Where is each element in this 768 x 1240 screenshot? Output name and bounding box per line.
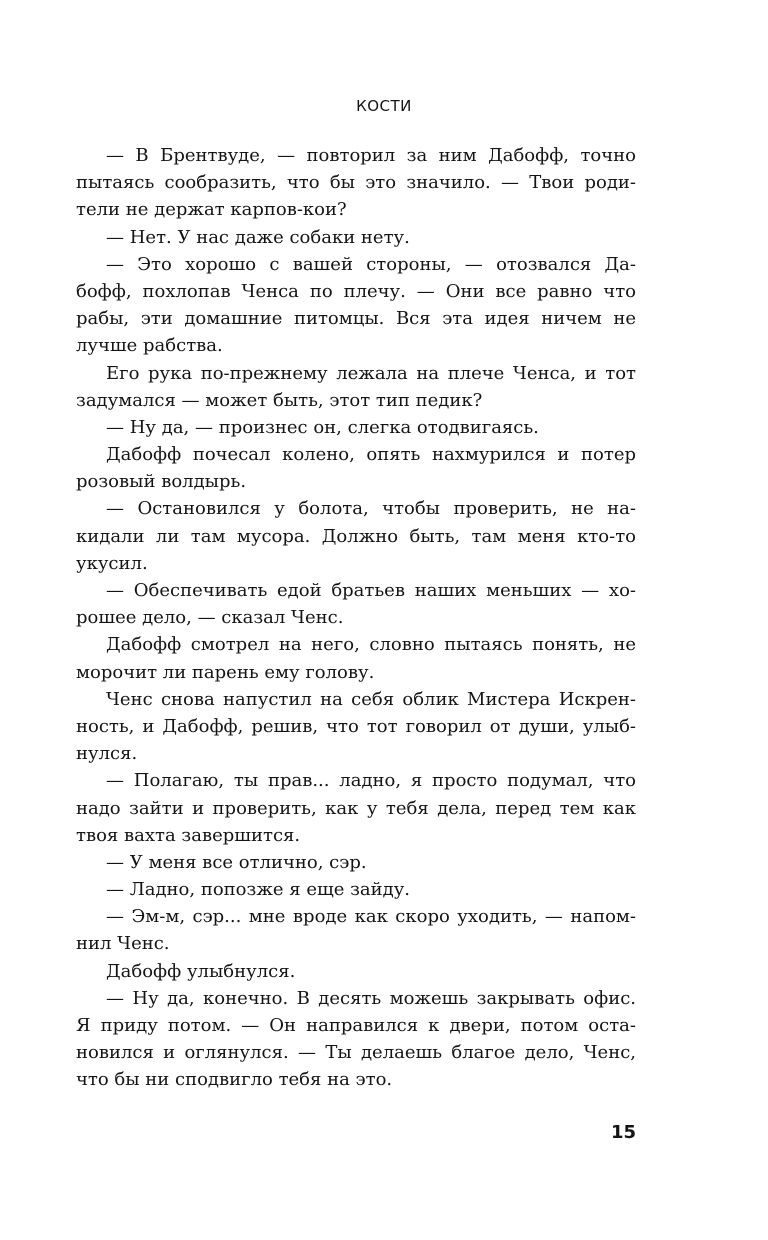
text-line: Его рука по-прежнему лежала на плече Ченса, и тот — [106, 362, 636, 384]
text-line: — Эм-м, сэр... мне вроде как скоро уходить, — напом- — [106, 906, 636, 928]
body-text — [76, 142, 636, 1094]
text-line: рабы, эти домашние питомцы. Вся эта идея ничем не — [76, 308, 636, 330]
text-line: Дабофф смотрел на него, словно пытаясь понять, не — [106, 634, 636, 656]
text-line: — Ладно, попозже я еще зайду. — [106, 879, 411, 901]
text-line: — Остановился у болота, чтобы проверить, не на- — [106, 498, 636, 520]
text-line: Я приду потом. — Он направился к двери, потом оста- — [76, 1015, 636, 1036]
text-line: ность, и Дабофф, решив, что тот говорил от души, улыб- — [76, 715, 636, 737]
text-line: Дабофф улыбнулся. — [106, 960, 296, 982]
text-line: твоя вахта завершится. — [76, 824, 301, 846]
text-line: — В Брентвуде, — повторил за ним Дабофф, точно — [106, 145, 636, 166]
text-line: рошее дело, — сказал Ченс. — [76, 607, 344, 629]
text-line: — Это хорошо с вашей стороны, — отозвался Да- — [106, 253, 636, 275]
text-line: — У меня все отлично, сэр. — [106, 851, 367, 873]
running-head: КОСТИ — [356, 97, 412, 115]
text-line: бофф, похлопав Ченса по плечу. — Они все равно что — [76, 280, 636, 302]
text-line: лучше рабства. — [76, 335, 223, 357]
text-line: укусил. — [76, 552, 148, 574]
text-line: — Ну да, конечно. В десять можешь закрывать офис. — [106, 987, 636, 1009]
text-line: кидали ли там мусора. Должно быть, там меня кто-то — [76, 525, 636, 547]
text-line: нулся. — [76, 743, 138, 765]
text-line: морочит ли парень ему голову. — [76, 661, 375, 683]
text-line: что бы ни сподвигло тебя на это. — [76, 1069, 393, 1091]
page-number: 15 — [610, 1122, 636, 1143]
text-line: Ченс снова напустил на себя облик Мистера Искрен- — [106, 688, 636, 710]
text-line: — Обеспечивать едой братьев наших меньших — хо- — [106, 580, 636, 601]
text-line: задумался — может быть, этот тип педик? — [76, 389, 483, 411]
text-line: — Ну да, — произнес он, слегка отодвигаясь. — [106, 416, 539, 438]
text-line: пытаясь сообразить, что бы это значило. — Твои роди- — [76, 172, 636, 194]
text-line: — Нет. У нас даже собаки нету. — [106, 226, 410, 248]
text-line: тели не держат карпов-кои? — [76, 199, 347, 221]
text-line: — Полагаю, ты прав... ладно, я просто подумал, что — [106, 770, 636, 792]
text-line: надо зайти и проверить, как у тебя дела, перед тем как — [76, 797, 636, 819]
text-line: Дабофф почесал колено, опять нахмурился и потер — [106, 444, 636, 466]
text-line: розовый волдырь. — [76, 471, 247, 493]
text-line: нил Ченс. — [76, 933, 170, 955]
text-line: новился и оглянулся. — Ты делаешь благое дело, Ченс, — [76, 1042, 636, 1064]
